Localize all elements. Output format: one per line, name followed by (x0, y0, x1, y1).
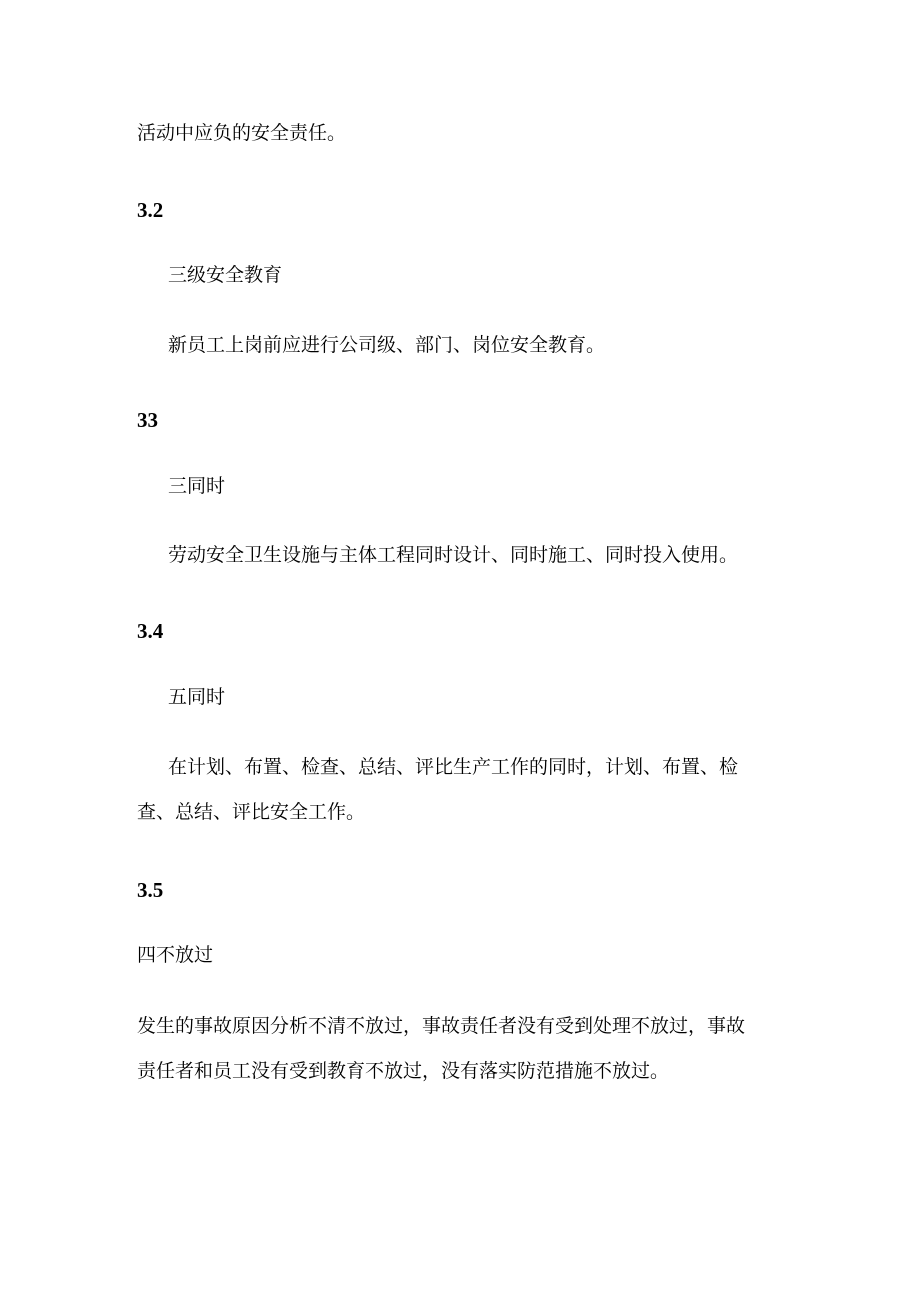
section-title-four-not-let-go: 四不放过 (137, 944, 214, 966)
section-title-three-simultaneous: 三同时 (168, 475, 226, 497)
section-heading-3-4: 3.4 (137, 619, 164, 643)
section-heading-3-5: 3.5 (137, 878, 164, 902)
paragraph-line: 发生的事故原因分析不清不放过，事故责任者没有受到处理不放过，事故 (137, 1015, 746, 1037)
section-title-five-simultaneous: 五同时 (168, 686, 226, 708)
paragraph-line: 责任者和员工没有受到教育不放过，没有落实防范措施不放过。 (137, 1060, 670, 1082)
paragraph-line: 在计划、布置、检查、总结、评比生产工作的同时，计划、布置、检 (168, 756, 739, 778)
section-heading-3-2: 3.2 (137, 198, 164, 222)
section-title-three-level-education: 三级安全教育 (168, 264, 283, 286)
text-line-responsibility: 活动中应负的安全责任。 (137, 122, 347, 144)
section-body-three-level-education: 新员工上岗前应进行公司级、部门、岗位安全教育。 (168, 334, 606, 356)
paragraph-line: 查、总结、评比安全工作。 (137, 801, 366, 823)
section-body-five-simultaneous (137, 755, 738, 824)
section-body-three-simultaneous: 劳动安全卫生设施与主体工程同时设计、同时施工、同时投入使用。 (168, 544, 739, 566)
section-body-four-not-let-go (137, 1014, 745, 1083)
section-heading-3-3: 33 (137, 408, 158, 432)
